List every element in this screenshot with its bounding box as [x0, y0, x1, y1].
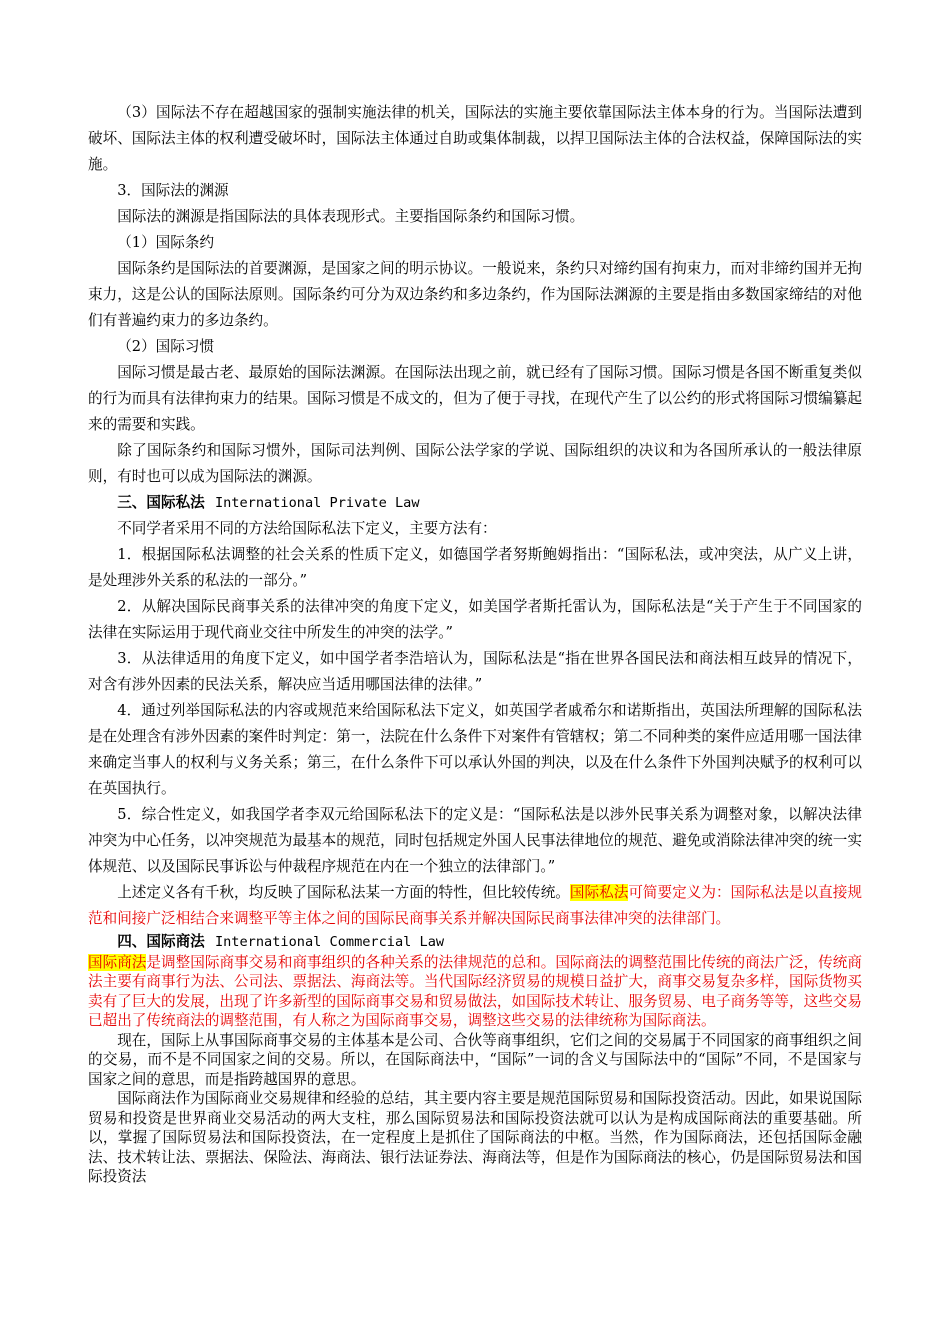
paragraph-commercial-law-definition — [88, 953, 862, 1031]
paragraph-enforcement: （3）国际法不存在超越国家的强制实施法律的机关，国际法的实施主要依靠国际法主体本身的行为。当国际法遭到破坏、国际法主体的权利遭受破坏时，国际法主体通过自助或集体制裁，以捍卫国际法主体的合法权益，保障国际法的实施。 — [88, 104, 862, 173]
subheading-treaties: （1）国际条约 — [117, 234, 215, 251]
highlighted-term-commercial-law: 国际商法 — [88, 953, 147, 971]
paragraph-definition-3: 3．从法律适用的角度下定义，如中国学者李浩培认为，国际私法是“指在世界各国民法和商法相互歧异的情况下，对含有涉外因素的民法关系，解决应当适用哪国法律的法律。” — [88, 650, 862, 693]
highlighted-term-private-law: 国际私法 — [569, 884, 629, 901]
heading-en: International Commercial Law — [214, 934, 445, 950]
paragraph-definitions-intro: 不同学者采用不同的方法给国际私法下定义，主要方法有： — [117, 520, 497, 537]
paragraph-customs: 国际习惯是最古老、最原始的国际法渊源。在国际法出现之前，就已经有了国际习惯。国际习惯是各国不断重复类似的行为而具有法律拘束力的结果。国际习惯是不成文的，但为了便于寻找，在现代产生了以公约的形式将国际习惯编纂起来的需要和实践。 — [88, 364, 862, 433]
section-heading-commercial-law — [88, 932, 862, 953]
paragraph-other-sources: 除了国际条约和国际习惯外，国际司法判例、国际公法学家的学说、国际组织的决议和为各国所承认的一般法律原则，有时也可以成为国际法的渊源。 — [88, 442, 862, 485]
summary-lead: 上述定义各有千秋，均反映了国际私法某一方面的特性，但比较传统。 — [117, 884, 570, 901]
paragraph-commercial-content: 国际商法作为国际商业交易规律和经验的总结，其主要内容主要是规范国际贸易和国际投资活动。因此，如果说国际贸易和投资是世界商业交易活动的两大支柱，那么国际贸易法和国际投资法就可以认为是构成国际商法的重要基础。所以，掌握了国际贸易法和国际投资法，在一定程度上是抓住了国际商法的中枢。当然，作为国际商法，还包括国际金融法、技术转让法、票据法、保险法、海商法、银行法证券法、海商法等，但是作为国际商法的核心，仍是国际贸易法和国际投资法 — [88, 1090, 862, 1185]
paragraph-definition-5: 5．综合性定义，如我国学者李双元给国际私法下的定义是：“国际私法是以涉外民事关系为调整对象，以解决法律冲突为中心任务，以冲突规范为最基本的规范，同时包括规定外国人民事法律地位的规范、避免或消除法律冲突的统一实体规范、以及国际民事诉讼与仲裁程序规范在内在一个独立的法律部门。” — [88, 806, 862, 875]
subheading-sources: 3．国际法的渊源 — [117, 182, 229, 199]
definition-private-law: 可简要定义为：国际私法是以直接规范和间接广泛相结合来调整平等主体之间的国际民商事关系并解决国际民商事法律冲突的法律部门。 — [88, 884, 862, 927]
heading-en: International Private Law — [214, 495, 420, 511]
paragraph-definition-4: 4．通过列举国际私法的内容或规范来给国际私法下定义，如英国学者戚希尔和诺斯指出，英国法所理解的国际私法是在处理含有涉外因素的案件时判定：第一，法院在什么条件下对案件有管辖权；第二不同种类的案件应适用哪一国法律来确定当事人的权利与义务关系；第三，在什么条件下可以承认外国的判决，以及在什么条件下外国判决赋予的权利可以在英国执行。 — [88, 702, 862, 797]
heading-cn: 四、国际商法 — [117, 933, 205, 950]
paragraph-sources-intro: 国际法的渊源是指国际法的具体表现形式。主要指国际条约和国际习惯。 — [117, 208, 585, 225]
paragraph-commercial-subjects: 现在，国际上从事国际商事交易的主体基本是公司、合伙等商事组织，它们之间的交易属于不同国家的商事组织之间的交易，而不是不同国家之间的交易。所以，在国际商法中，“国际”一词的含义与国际法中的“国际”不同，不是国家与国家之间的意思，而是指跨越国界的意思。 — [88, 1031, 862, 1088]
paragraph-private-law-summary — [88, 880, 862, 932]
paragraph-treaties: 国际条约是国际法的首要渊源，是国家之间的明示协议。一般说来，条约只对缔约国有拘束力，而对非缔约国并无拘束力，这是公认的国际法原则。国际条约可分为双边条约和多边条约，作为国际法渊源的主要是指由多数国家缔结的对他们有普遍约束力的多边条约。 — [88, 260, 862, 329]
heading-cn: 三、国际私法 — [117, 494, 205, 511]
section-heading-private-law — [88, 490, 862, 516]
paragraph-definition-2: 2．从解决国际民商事关系的法律冲突的角度下定义，如美国学者斯托雷认为，国际私法是“关于产生于不同国家的法律在实际运用于现代商业交往中所发生的冲突的法学。” — [88, 598, 862, 641]
definition-commercial-law: 是调整国际商事交易和商事组织的各种关系的法律规范的总和。国际商法的调整范围比传统的商法广泛，传统商法主要有商事行为法、公司法、票据法、海商法等。当代国际经济贸易的规模日益扩大，商事交易复杂多样，国际货物买卖有了巨大的发展，出现了许多新型的国际商事交易和贸易做法，如国际技术转让、服务贸易、电子商务等等，这些交易已超出了传统商法的调整范围，有人称之为国际商事交易，调整这些交易的法律统称为国际商法。 — [88, 953, 862, 1029]
paragraph-definition-1: 1．根据国际私法调整的社会关系的性质下定义，如德国学者努斯鲍姆指出：“国际私法，或冲突法，从广义上讲，是处理涉外关系的私法的一部分。” — [88, 546, 862, 589]
document-body — [88, 100, 862, 1187]
subheading-customs: （2）国际习惯 — [117, 338, 215, 355]
